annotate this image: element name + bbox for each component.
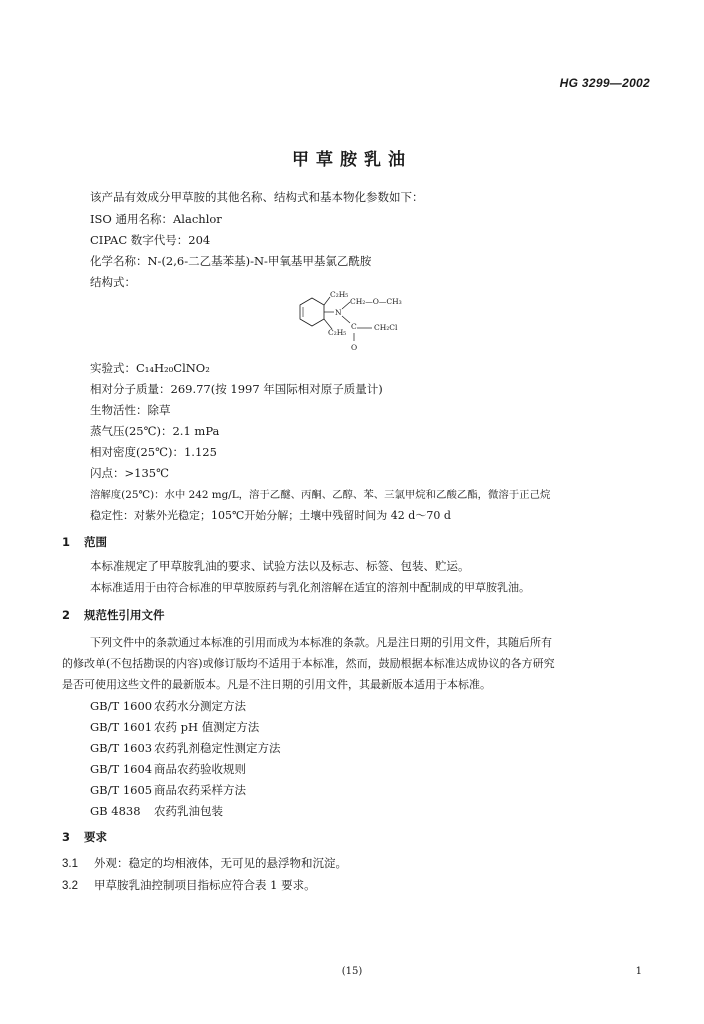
benzene-ring <box>300 298 324 326</box>
reference-code: GB/T 1601 <box>90 720 153 734</box>
section-number: 2 <box>62 608 71 622</box>
vapor-pressure: 蒸气压(25℃)：2.1 mPa <box>90 424 220 438</box>
molecular-mass: 相对分子质量：269.77(按 1997 年国际相对原子质量计) <box>90 382 383 396</box>
section-title: 要求 <box>84 830 107 844</box>
section-1-paragraph: 本标准规定了甲草胺乳油的要求、试验方法以及标志、标签、包装、贮运。 <box>90 559 470 573</box>
reference-code: GB/T 1605 <box>90 783 153 797</box>
ethyl-upper: C₂H₅ <box>330 290 349 299</box>
stability: 稳定性：对紫外光稳定；105℃开始分解；土壤中残留时间为 42 d～70 d <box>90 509 451 522</box>
bioactivity: 生物活性：除草 <box>90 403 171 417</box>
section-2-heading <box>62 607 165 623</box>
methoxymethyl: CH₂—O—CH₃ <box>350 297 402 306</box>
reference-name: 商品农药验收规则 <box>154 762 246 776</box>
reference-item <box>90 740 281 756</box>
section-2-paragraph-line: 的修改单(不包括勘误的内容)或修订版均不适用于本标准，然而，鼓励根据本标准达成协议的各方研究 <box>62 657 555 670</box>
reference-item <box>90 698 246 714</box>
reference-item <box>90 803 223 819</box>
section-title: 规范性引用文件 <box>84 608 165 622</box>
clause-number: 3.2 <box>62 880 78 892</box>
section-2-paragraph-line: 是否可使用这些文件的最新版本。凡是不注日期的引用文件，其最新版本适用于本标准。 <box>62 678 491 691</box>
reference-name: 农药水分测定方法 <box>154 699 246 713</box>
requirement-item <box>62 877 316 893</box>
reference-code: GB/T 1600 <box>90 699 153 713</box>
page-number: 1 <box>635 966 642 977</box>
section-title: 范围 <box>84 535 107 549</box>
intro-line: 该产品有效成分甲草胺的其他名称、结构式和基本物化参数如下： <box>90 190 424 204</box>
carbonyl-oxygen: O <box>351 343 358 352</box>
chemical-name: 化学名称：N-(2,6-二乙基苯基)-N-甲氧基甲基氯乙酰胺 <box>90 254 372 268</box>
section-number: 3 <box>62 830 71 844</box>
carbonyl-carbon: C <box>351 322 357 331</box>
flash-point: 闪点：>135℃ <box>90 466 169 480</box>
clause-text: 外观：稳定的均相液体，无可见的悬浮物和沉淀。 <box>94 856 347 870</box>
relative-density: 相对密度(25℃)：1.125 <box>90 445 217 459</box>
structure-label: 结构式： <box>90 275 136 289</box>
section-1-heading <box>62 534 107 550</box>
iso-name: ISO 通用名称：Alachlor <box>90 212 222 226</box>
document-title: 甲草胺乳油 <box>292 150 412 170</box>
clause-number: 3.1 <box>62 858 78 870</box>
cipac-code: CIPAC 数字代号：204 <box>90 233 211 247</box>
reference-code: GB/T 1603 <box>90 741 153 755</box>
structural-formula <box>292 283 442 353</box>
empirical-formula: 实验式：C₁₄H₂₀ClNO₂ <box>90 361 210 375</box>
ethyl-lower: C₂H₅ <box>328 328 347 337</box>
reference-code: GB 4838 <box>90 804 141 818</box>
section-number: 1 <box>62 535 71 549</box>
reference-item <box>90 761 246 777</box>
clause-text: 甲草胺乳油控制项目指标应符合表 1 要求。 <box>94 878 316 892</box>
requirement-item <box>62 855 347 871</box>
section-3-heading <box>62 829 107 845</box>
page-label: (15) <box>341 966 363 977</box>
section-2-paragraph-line: 下列文件中的条款通过本标准的引用而成为本标准的条款。凡是注日期的引用文件，其随后所有 <box>90 636 552 649</box>
chloromethyl: CH₂Cl <box>374 323 398 332</box>
section-1-paragraph: 本标准适用于由符合标准的甲草胺原药与乳化剂溶解在适宜的溶剂中配制成的甲草胺乳油。 <box>90 581 530 594</box>
reference-name: 商品农药采样方法 <box>154 783 246 797</box>
reference-item <box>90 782 246 798</box>
standard-code: HG 3299—2002 <box>559 76 650 90</box>
solubility: 溶解度(25℃)：水中 242 mg/L，溶于乙醚、丙酮、乙醇、苯、三氯甲烷和乙酸乙酯，微溶于正己烷 <box>90 489 551 501</box>
reference-name: 农药 pH 值测定方法 <box>154 720 260 734</box>
nitrogen: N <box>335 308 342 317</box>
reference-code: GB/T 1604 <box>90 762 153 776</box>
reference-name: 农药乳油包装 <box>154 804 223 818</box>
reference-item <box>90 719 259 735</box>
reference-name: 农药乳剂稳定性测定方法 <box>154 741 281 755</box>
